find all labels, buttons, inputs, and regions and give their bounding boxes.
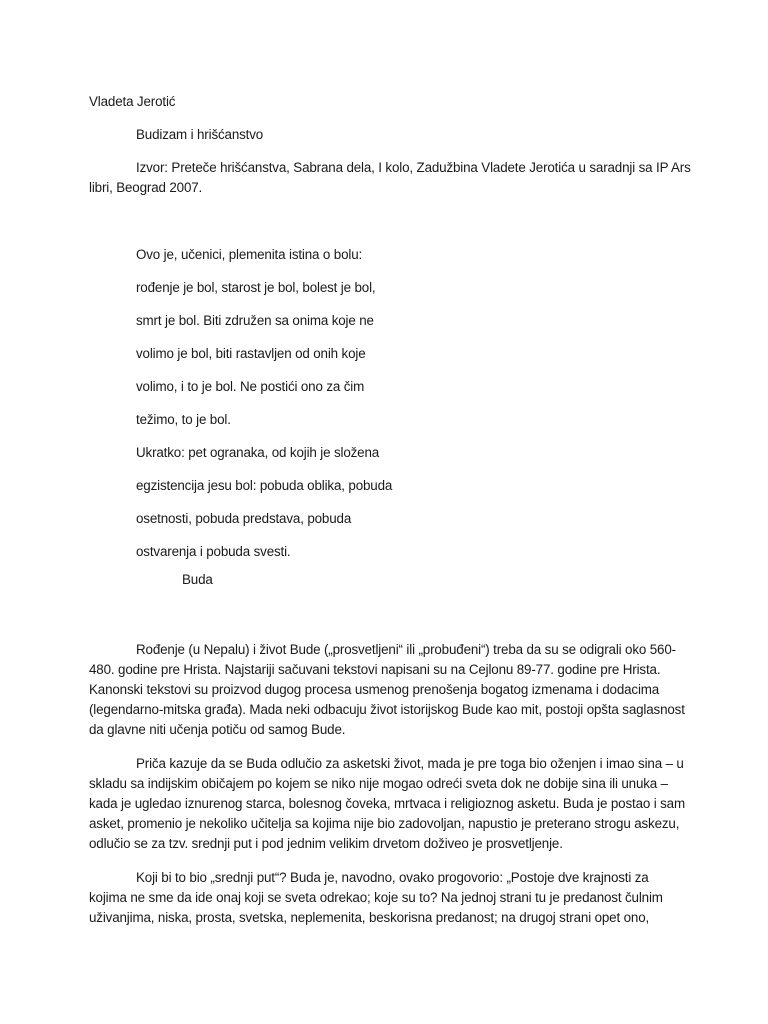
epigraph-line: rođenje je bol, starost je bol, bolest je bol, (136, 280, 376, 295)
epigraph-line: ostvarenja i pobuda svesti. (136, 544, 291, 559)
body-paragraph-line: Kanonski tekstovi su proizvod dugog procesa usmenog prenošenja bogatog izmenama i dodacima (89, 682, 660, 697)
body-paragraph-line: Priča kazuje da se Buda odlučio za asketski život, mada je pre toga bio oženjen i imao sina – u (136, 756, 684, 771)
epigraph-attribution: Buda (182, 572, 213, 587)
source-line: Izvor: Preteče hrišćanstva, Sabrana dela, I kolo, Zadužbina Vladete Jerotića u saradnji sa IP Ars (136, 160, 691, 175)
body-paragraph-line: (legendarno-mitska građa). Mada neki odbacuju život istorijskog Bude kao mit, postoji opšta saglasnost (89, 702, 685, 717)
epigraph-line: osetnosti, pobuda predstava, pobuda (136, 511, 352, 526)
body-paragraph-line: uživanjima, niska, prosta, svetska, neplemenita, beskorisna predanost; na drugoj strani opet ono, (89, 910, 650, 925)
body-paragraph-line: skladu sa indijskim običajem po kojem se niko nije mogao odreći sveta dok ne dobije sina ili unuka – (89, 776, 668, 791)
body-paragraph-line: Koji bi to bio „srednji put“? Buda je, navodno, ovako progovorio: „Postoje dve krajnosti za (136, 870, 649, 885)
epigraph-line: težimo, to je bol. (136, 412, 231, 427)
epigraph-line: Ovo je, učenici, plemenita istina o bolu: (136, 247, 363, 262)
body-paragraph-line: kojima ne sme da ide onaj koji se sveta odrekao; koje su to? Na jednoj strani tu je predanost čulnim (89, 890, 663, 905)
epigraph-line: volimo, i to je bol. Ne postići ono za čim (136, 379, 365, 394)
author-name: Vladeta Jerotić (89, 94, 176, 109)
document-title: Budizam i hrišćanstvo (136, 127, 264, 142)
body-paragraph-line: da glavne niti učenja potiču od samog Bude. (89, 722, 346, 737)
body-paragraph-line: kada je ugledao iznurenog starca, bolesnog čoveka, mrtvaca i religioznog asketu. Buda je postao i sam (89, 796, 685, 811)
epigraph-line: Ukratko: pet ogranaka, od kojih je složena (136, 445, 380, 460)
epigraph-line: volimo je bol, biti rastavljen od onih koje (136, 346, 366, 361)
body-paragraph-line: 480. godine pre Hrista. Najstariji sačuvani tekstovi napisani su na Cejlonu 89-77. godine pre Hrista. (89, 662, 661, 677)
epigraph-line: egzistencija jesu bol: pobuda oblika, pobuda (136, 478, 393, 493)
body-paragraph-line: odlučio se za tzv. srednji put i pod jednim velikim drvetom doživeo je prosvetljenje. (89, 836, 563, 851)
body-paragraph-line: Rođenje (u Nepalu) i život Bude („prosvetljeni“ ili „probuđeni“) treba da su se odigrali oko 560- (136, 642, 676, 657)
epigraph-line: smrt je bol. Biti združen sa onima koje ne (136, 313, 374, 328)
source-line-continued: libri, Beograd 2007. (89, 180, 203, 195)
body-paragraph-line: asket, promenio je nekoliko učitelja sa kojima nije bio zadovoljan, napustio je preterano strogu askezu, (89, 816, 680, 831)
